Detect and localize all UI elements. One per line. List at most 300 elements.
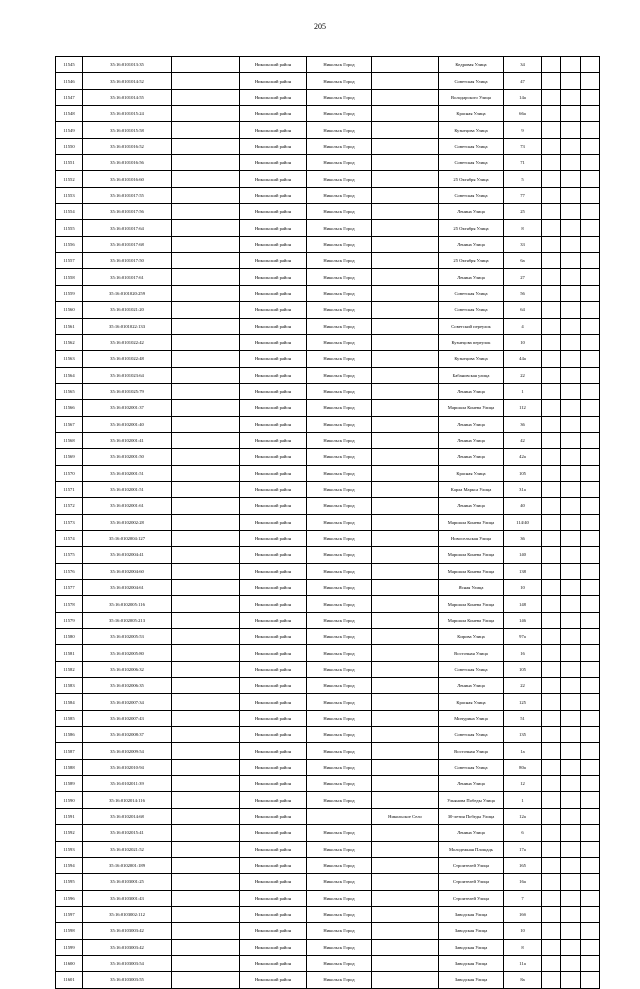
table-row (56, 547, 600, 563)
district-cell: Никольский район (240, 955, 307, 971)
cadastral-number-cell: 35:16:0102005:53 (83, 629, 172, 645)
row-number-cell: 11555 (56, 220, 83, 236)
row-number-cell: 11561 (56, 318, 83, 334)
empty-cell (542, 596, 561, 612)
empty-cell (561, 73, 581, 89)
row-number-cell: 11596 (56, 890, 83, 906)
empty-cell (172, 939, 240, 955)
district-cell: Никольский район (240, 890, 307, 906)
empty-cell (561, 547, 581, 563)
settlement-cell: Никольск Город (307, 955, 372, 971)
district-cell: Никольский район (240, 204, 307, 220)
settlement-cell: Никольск Город (307, 481, 372, 497)
district-cell: Никольский район (240, 498, 307, 514)
empty-cell (542, 890, 561, 906)
settlement-cell: Никольск Город (307, 727, 372, 743)
empty-cell (561, 939, 581, 955)
cadastral-number-cell: 35:16:0103001:43 (83, 890, 172, 906)
row-number-cell: 11554 (56, 204, 83, 220)
empty-cell (542, 923, 561, 939)
empty-cell (561, 580, 581, 596)
empty-cell (172, 432, 240, 448)
street-cell: Мичурина Улица (439, 710, 504, 726)
district-cell: Никольский район (240, 253, 307, 269)
locality-cell (372, 580, 439, 596)
registry-body (56, 57, 600, 989)
empty-cell (542, 580, 561, 596)
row-number-cell: 11576 (56, 563, 83, 579)
row-number-cell: 11590 (56, 792, 83, 808)
table-row (56, 841, 600, 857)
cadastral-number-cell: 35:16:0102010:94 (83, 759, 172, 775)
empty-cell (542, 808, 561, 824)
locality-cell (372, 383, 439, 399)
row-number-cell: 11588 (56, 759, 83, 775)
street-cell: Кузнецова Улица (439, 122, 504, 138)
settlement-cell: Никольск Город (307, 285, 372, 301)
house-number-cell: 125 (504, 694, 542, 710)
district-cell: Никольский район (240, 269, 307, 285)
empty-cell (542, 383, 561, 399)
district-cell: Никольский район (240, 629, 307, 645)
empty-cell (561, 171, 581, 187)
empty-cell (561, 449, 581, 465)
empty-cell (581, 334, 600, 350)
locality-cell (372, 923, 439, 939)
empty-cell (172, 841, 240, 857)
empty-cell (542, 547, 561, 563)
house-number-cell: 25 (504, 204, 542, 220)
table-row (56, 792, 600, 808)
district-cell: Никольский район (240, 400, 307, 416)
street-cell: Заводская Улица (439, 955, 504, 971)
row-number-cell: 11589 (56, 776, 83, 792)
empty-cell (561, 285, 581, 301)
row-number-cell: 11577 (56, 580, 83, 596)
street-cell: Маршала Конева Улица (439, 563, 504, 579)
empty-cell (581, 939, 600, 955)
house-number-cell: 11а (504, 955, 542, 971)
table-row (56, 73, 600, 89)
district-cell: Никольский район (240, 449, 307, 465)
empty-cell (581, 481, 600, 497)
empty-cell (561, 923, 581, 939)
settlement-cell: Никольск Город (307, 73, 372, 89)
locality-cell (372, 400, 439, 416)
house-number-cell: 56 (504, 285, 542, 301)
locality-cell (372, 514, 439, 530)
empty-cell (542, 792, 561, 808)
row-number-cell: 11581 (56, 645, 83, 661)
row-number-cell: 11560 (56, 302, 83, 318)
locality-cell (372, 857, 439, 873)
empty-cell (172, 220, 240, 236)
table-row (56, 155, 600, 171)
district-cell: Никольский район (240, 138, 307, 154)
cadastral-number-cell: 35:16:0101021:20 (83, 302, 172, 318)
street-cell: 25 Октября Улица (439, 253, 504, 269)
cadastral-number-cell: 35:16:0101013:35 (83, 57, 172, 73)
settlement-cell: Никольск Город (307, 449, 372, 465)
house-number-cell: 4 (504, 318, 542, 334)
empty-cell (581, 841, 600, 857)
street-cell: Маршала Конева Улица (439, 596, 504, 612)
settlement-cell: Никольск Город (307, 874, 372, 890)
house-number-cell: 36 (504, 530, 542, 546)
cadastral-number-cell: 35:16:0102001:37 (83, 400, 172, 416)
street-cell: Советская Улица (439, 302, 504, 318)
house-number-cell: 42а (504, 449, 542, 465)
locality-cell (372, 73, 439, 89)
house-number-cell: 8а (504, 972, 542, 988)
street-cell: Ленина Улица (439, 383, 504, 399)
house-number-cell: 165 (504, 857, 542, 873)
empty-cell (542, 906, 561, 922)
empty-cell (581, 269, 600, 285)
empty-cell (561, 106, 581, 122)
house-number-cell: 138 (504, 563, 542, 579)
street-cell: Кузнецова Улица (439, 351, 504, 367)
settlement-cell: Никольск Город (307, 563, 372, 579)
empty-cell (581, 57, 600, 73)
row-number-cell: 11551 (56, 155, 83, 171)
empty-cell (561, 841, 581, 857)
cadastral-number-cell: 35:16:0103002:112 (83, 906, 172, 922)
empty-cell (172, 874, 240, 890)
locality-cell (372, 841, 439, 857)
street-cell: Ленина Улица (439, 269, 504, 285)
empty-cell (172, 743, 240, 759)
cadastral-number-cell: 35:16:0102005:213 (83, 612, 172, 628)
row-number-cell: 11549 (56, 122, 83, 138)
empty-cell (172, 73, 240, 89)
settlement-cell: Никольск Город (307, 759, 372, 775)
empty-cell (581, 710, 600, 726)
empty-cell (172, 596, 240, 612)
locality-cell (372, 269, 439, 285)
empty-cell (172, 171, 240, 187)
settlement-cell: Никольск Город (307, 334, 372, 350)
cadastral-number-cell: 35:16:0101017:50 (83, 253, 172, 269)
cadastral-number-cell: 35:16:0101017:68 (83, 236, 172, 252)
locality-cell (372, 890, 439, 906)
empty-cell (561, 122, 581, 138)
table-row (56, 449, 600, 465)
empty-cell (581, 678, 600, 694)
locality-cell (372, 661, 439, 677)
row-number-cell: 11567 (56, 416, 83, 432)
street-cell: Советская Улица (439, 73, 504, 89)
empty-cell (561, 906, 581, 922)
empty-cell (172, 122, 240, 138)
empty-cell (561, 857, 581, 873)
empty-cell (172, 563, 240, 579)
row-number-cell: 11553 (56, 187, 83, 203)
street-cell: Советская Улица (439, 661, 504, 677)
empty-cell (581, 890, 600, 906)
settlement-cell: Никольск Город (307, 155, 372, 171)
table-row (56, 710, 600, 726)
table-row (56, 939, 600, 955)
settlement-cell: Никольск Город (307, 939, 372, 955)
district-cell: Никольский район (240, 171, 307, 187)
locality-cell (372, 171, 439, 187)
empty-cell (542, 351, 561, 367)
empty-cell (542, 563, 561, 579)
row-number-cell: 11571 (56, 481, 83, 497)
house-number-cell: 105 (504, 465, 542, 481)
district-cell: Никольский район (240, 612, 307, 628)
row-number-cell: 11595 (56, 874, 83, 890)
empty-cell (581, 923, 600, 939)
empty-cell (172, 187, 240, 203)
empty-cell (542, 841, 561, 857)
empty-cell (542, 253, 561, 269)
empty-cell (172, 972, 240, 988)
empty-cell (561, 204, 581, 220)
empty-cell (172, 106, 240, 122)
empty-cell (561, 710, 581, 726)
cadastral-number-cell: 35:16:0102021:52 (83, 841, 172, 857)
empty-cell (542, 285, 561, 301)
empty-cell (561, 972, 581, 988)
locality-cell (372, 596, 439, 612)
empty-cell (581, 743, 600, 759)
street-cell: Советская Улица (439, 759, 504, 775)
locality-cell (372, 138, 439, 154)
house-number-cell: 5 (504, 171, 542, 187)
street-cell: Ленина Улица (439, 678, 504, 694)
district-cell: Никольский район (240, 73, 307, 89)
locality-cell (372, 939, 439, 955)
empty-cell (561, 269, 581, 285)
settlement-cell: Никольск Город (307, 220, 372, 236)
settlement-cell: Никольск Город (307, 253, 372, 269)
cadastral-number-cell: 35:16:0102007:43 (83, 710, 172, 726)
table-row (56, 514, 600, 530)
street-cell: Красная Улица (439, 465, 504, 481)
settlement-cell: Никольск Город (307, 187, 372, 203)
empty-cell (561, 694, 581, 710)
empty-cell (172, 580, 240, 596)
table-row (56, 743, 600, 759)
district-cell: Никольский район (240, 727, 307, 743)
cadastral-number-cell: 35:16:0102001:50 (83, 449, 172, 465)
empty-cell (172, 547, 240, 563)
empty-cell (172, 351, 240, 367)
street-cell: Заводская Улица (439, 923, 504, 939)
house-number-cell: 8 (504, 939, 542, 955)
table-row (56, 253, 600, 269)
page-number: 205 (314, 22, 326, 31)
settlement-cell: Никольск Город (307, 890, 372, 906)
table-row (56, 661, 600, 677)
settlement-cell: Никольск Город (307, 351, 372, 367)
locality-cell (372, 89, 439, 105)
settlement-cell: Никольск Город (307, 710, 372, 726)
row-number-cell: 11572 (56, 498, 83, 514)
district-cell: Никольский район (240, 678, 307, 694)
empty-cell (542, 481, 561, 497)
district-cell: Никольский район (240, 580, 307, 596)
house-number-cell: 47 (504, 73, 542, 89)
row-number-cell: 11563 (56, 351, 83, 367)
district-cell: Никольский район (240, 906, 307, 922)
district-cell: Никольский район (240, 825, 307, 841)
district-cell: Никольский район (240, 367, 307, 383)
street-cell: Ленина Улица (439, 432, 504, 448)
row-number-cell: 11574 (56, 530, 83, 546)
empty-cell (172, 792, 240, 808)
empty-cell (542, 874, 561, 890)
table-row (56, 923, 600, 939)
locality-cell (372, 743, 439, 759)
row-number-cell: 11587 (56, 743, 83, 759)
cadastral-number-cell: 35:16:0101025:79 (83, 383, 172, 399)
empty-cell (581, 629, 600, 645)
row-number-cell: 11569 (56, 449, 83, 465)
empty-cell (581, 727, 600, 743)
street-cell: Бабановская улица (439, 367, 504, 383)
house-number-cell: 140 (504, 547, 542, 563)
empty-cell (172, 302, 240, 318)
settlement-cell: Никольск Город (307, 792, 372, 808)
settlement-cell: Никольск Город (307, 906, 372, 922)
house-number-cell: 12 (504, 776, 542, 792)
table-row (56, 465, 600, 481)
street-cell: Советская Улица (439, 727, 504, 743)
table-row (56, 906, 600, 922)
empty-cell (581, 808, 600, 824)
cadastral-number-cell: 35:16:0101023:64 (83, 367, 172, 383)
street-cell: Карла Маркса Улица (439, 481, 504, 497)
settlement-cell: Никольск Город (307, 57, 372, 73)
empty-cell (561, 400, 581, 416)
empty-cell (542, 57, 561, 73)
empty-cell (581, 857, 600, 873)
row-number-cell: 11573 (56, 514, 83, 530)
street-cell: Кирова Улица (439, 629, 504, 645)
empty-cell (542, 661, 561, 677)
row-number-cell: 11601 (56, 972, 83, 988)
cadastral-number-cell: 35:16:0101017:56 (83, 204, 172, 220)
district-cell: Никольский район (240, 743, 307, 759)
table-row (56, 383, 600, 399)
empty-cell (581, 204, 600, 220)
district-cell: Никольский район (240, 841, 307, 857)
house-number-cell: 112 (504, 400, 542, 416)
cadastral-number-cell: 35:16:0102006:35 (83, 678, 172, 694)
table-row (56, 955, 600, 971)
district-cell: Никольский район (240, 939, 307, 955)
empty-cell (542, 612, 561, 628)
table-row (56, 432, 600, 448)
district-cell: Никольский район (240, 514, 307, 530)
empty-cell (581, 596, 600, 612)
house-number-cell: 36 (504, 416, 542, 432)
empty-cell (172, 400, 240, 416)
empty-cell (542, 171, 561, 187)
locality-cell (372, 122, 439, 138)
table-row (56, 204, 600, 220)
empty-cell (581, 416, 600, 432)
empty-cell (172, 236, 240, 252)
row-number-cell: 11583 (56, 678, 83, 694)
locality-cell (372, 792, 439, 808)
row-number-cell: 11584 (56, 694, 83, 710)
empty-cell (561, 727, 581, 743)
empty-cell (581, 612, 600, 628)
empty-cell (561, 416, 581, 432)
empty-cell (581, 955, 600, 971)
empty-cell (172, 530, 240, 546)
table-row (56, 694, 600, 710)
district-cell: Никольский район (240, 530, 307, 546)
row-number-cell: 11570 (56, 465, 83, 481)
cadastral-number-cell: 35:16:0101017:55 (83, 187, 172, 203)
table-row (56, 596, 600, 612)
locality-cell (372, 236, 439, 252)
empty-cell (561, 759, 581, 775)
empty-cell (542, 514, 561, 530)
street-cell: Советский переулок (439, 318, 504, 334)
empty-cell (542, 138, 561, 154)
empty-cell (561, 563, 581, 579)
cadastral-number-cell: 35:16:0102011:39 (83, 776, 172, 792)
table-row (56, 563, 600, 579)
empty-cell (561, 57, 581, 73)
street-cell: Маршала Конева Улица (439, 547, 504, 563)
house-number-cell: 33 (504, 236, 542, 252)
street-cell: Ленина Улица (439, 498, 504, 514)
empty-cell (561, 432, 581, 448)
row-number-cell: 11575 (56, 547, 83, 563)
table-row (56, 530, 600, 546)
table-row (56, 334, 600, 350)
district-cell: Никольский район (240, 857, 307, 873)
street-cell: Молодежная Площадь (439, 841, 504, 857)
district-cell: Никольский район (240, 89, 307, 105)
empty-cell (561, 645, 581, 661)
district-cell: Никольский район (240, 383, 307, 399)
row-number-cell: 11550 (56, 138, 83, 154)
street-cell: Ленина Улица (439, 825, 504, 841)
cadastral-number-cell: 35:16:0103003:54 (83, 955, 172, 971)
street-cell: Ленина Улица (439, 449, 504, 465)
empty-cell (581, 580, 600, 596)
house-number-cell: 10 (504, 580, 542, 596)
empty-cell (172, 481, 240, 497)
empty-cell (561, 874, 581, 890)
empty-cell (172, 57, 240, 73)
table-row (56, 416, 600, 432)
cadastral-number-cell: 35:16:0102001:51 (83, 481, 172, 497)
street-cell: Маршала Конева Улица (439, 514, 504, 530)
cadastral-number-cell: 35:16:0101015:58 (83, 122, 172, 138)
district-cell: Никольский район (240, 351, 307, 367)
empty-cell (542, 302, 561, 318)
empty-cell (172, 449, 240, 465)
settlement-cell: Никольск Город (307, 498, 372, 514)
empty-cell (581, 155, 600, 171)
house-number-cell: 12а (504, 808, 542, 824)
empty-cell (172, 155, 240, 171)
house-number-cell: 22 (504, 678, 542, 694)
table-row (56, 171, 600, 187)
table-row (56, 122, 600, 138)
table-row (56, 776, 600, 792)
locality-cell (372, 351, 439, 367)
